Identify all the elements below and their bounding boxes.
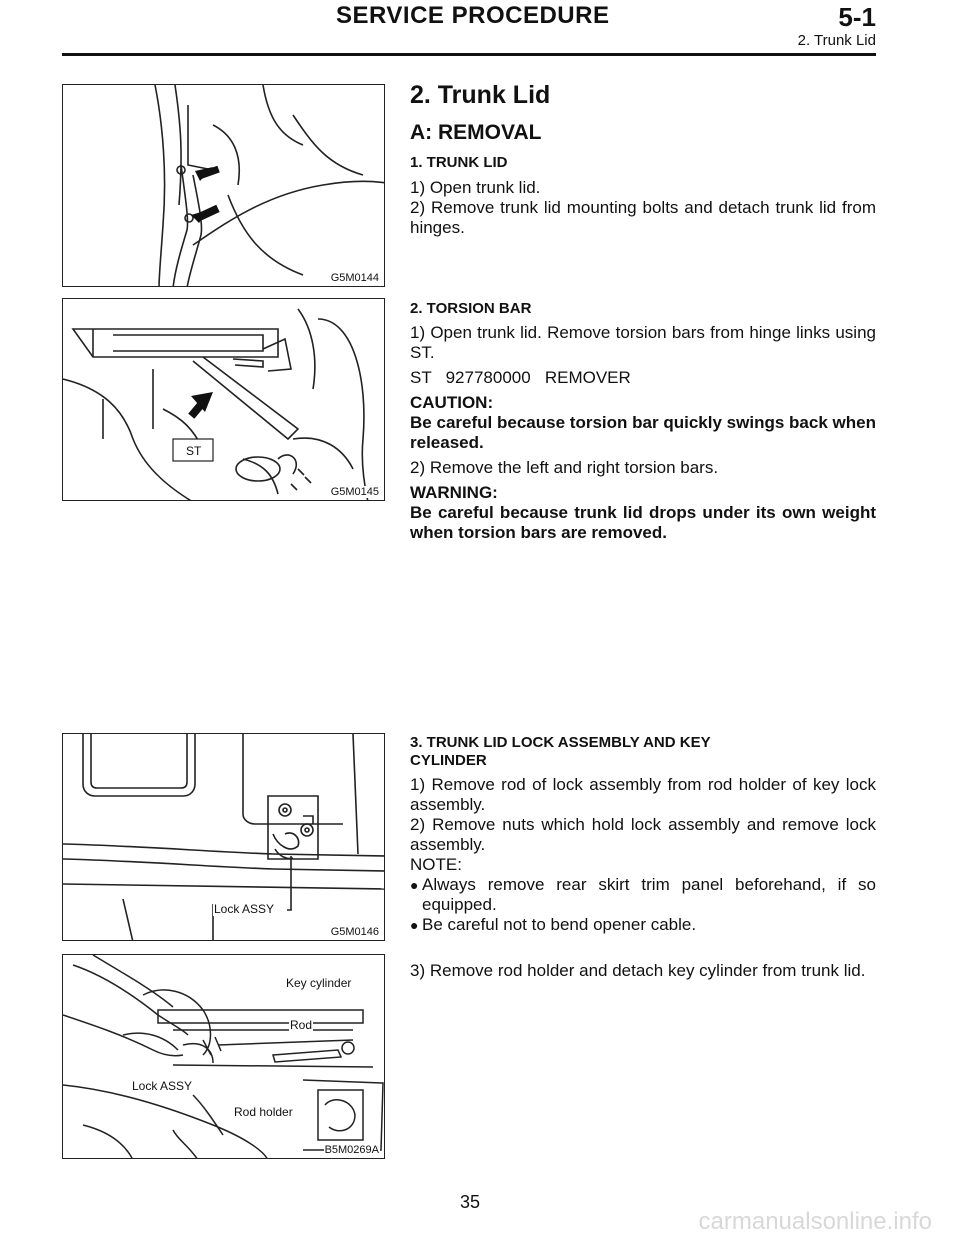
warning-label: WARNING:: [410, 483, 498, 502]
section-subtitle: 2. Trunk Lid: [797, 32, 876, 49]
instruction: 1) Remove rod of lock assembly from rod holder of key lock assembly.: [410, 775, 876, 814]
caution-text: Be careful because torsion bar quickly swings back when released.: [410, 413, 876, 452]
instruction: 2) Remove nuts which hold lock assembly and remove lock assembly.: [410, 815, 876, 854]
trunk-lid-hinge-illustration: [63, 85, 385, 287]
step-heading-cont: CYLINDER: [410, 752, 487, 769]
step-heading: 1. TRUNK LID: [410, 154, 508, 171]
figure-code: G5M0146: [330, 926, 379, 938]
note-item: [410, 875, 876, 915]
figure-code: G5M0145: [330, 486, 379, 498]
figure-lock-assembly: [62, 733, 385, 941]
bullet-icon: ●: [410, 917, 419, 933]
page-header-title: SERVICE PROCEDURE: [336, 2, 610, 29]
note-label: NOTE:: [410, 855, 462, 874]
step-heading: 3. TRUNK LID LOCK ASSEMBLY AND KEY: [410, 734, 711, 751]
figure-code: G5M0144: [330, 272, 379, 284]
subsection-title: A: REMOVAL: [410, 121, 542, 144]
caution-label: CAUTION:: [410, 393, 494, 412]
figure-torsion-bar: [62, 298, 385, 501]
note-item: [410, 915, 876, 935]
figure-trunk-lid-hinge: [62, 84, 385, 287]
figure-label-lock-assy: Lock ASSY: [132, 1079, 193, 1093]
step-heading: 2. TORSION BAR: [410, 300, 532, 317]
instruction: 3) Remove rod holder and detach key cylinder from trunk lid.: [410, 961, 866, 980]
tool-spec: ST 927780000 REMOVER: [410, 368, 631, 387]
text-block-lock-assembly: [410, 734, 876, 981]
note-text: Always remove rear skirt trim panel beforehand, if so equipped.: [422, 875, 876, 914]
figure-label-key-cylinder: Key cylinder: [286, 976, 352, 990]
warning-text: Be careful because trunk lid drops under its own weight when torsion bars are removed.: [410, 503, 876, 542]
figure-label-rod-holder: Rod holder: [234, 1105, 293, 1119]
section-title: 2. Trunk Lid: [410, 81, 551, 109]
figure-label-lock-assy: Lock ASSY: [214, 902, 275, 916]
figure-code: B5M0269A: [324, 1144, 379, 1156]
figure-label-rod: Rod: [290, 1018, 313, 1032]
section-code: 5-1: [838, 2, 876, 32]
text-block-trunk-lid: [410, 80, 876, 238]
instruction: 1) Open trunk lid.: [410, 178, 541, 197]
footer-watermark: carmanualsonline.info: [698, 1208, 932, 1235]
figure-key-cylinder: [62, 954, 385, 1159]
torsion-bar-illustration: [63, 299, 385, 501]
instruction: 2) Remove trunk lid mounting bolts and detach trunk lid from hinges.: [410, 198, 876, 237]
note-text: Be careful not to bend opener cable.: [422, 915, 697, 934]
text-block-torsion-bar: [410, 300, 876, 543]
figure-label-st: ST: [186, 444, 202, 458]
bullet-icon: ●: [410, 877, 419, 893]
header-rule: [62, 53, 876, 56]
instruction: 1) Open trunk lid. Remove torsion bars from hinge links using ST.: [410, 323, 876, 362]
page-number: 35: [460, 1192, 481, 1212]
instruction: 2) Remove the left and right torsion bars.: [410, 458, 719, 477]
